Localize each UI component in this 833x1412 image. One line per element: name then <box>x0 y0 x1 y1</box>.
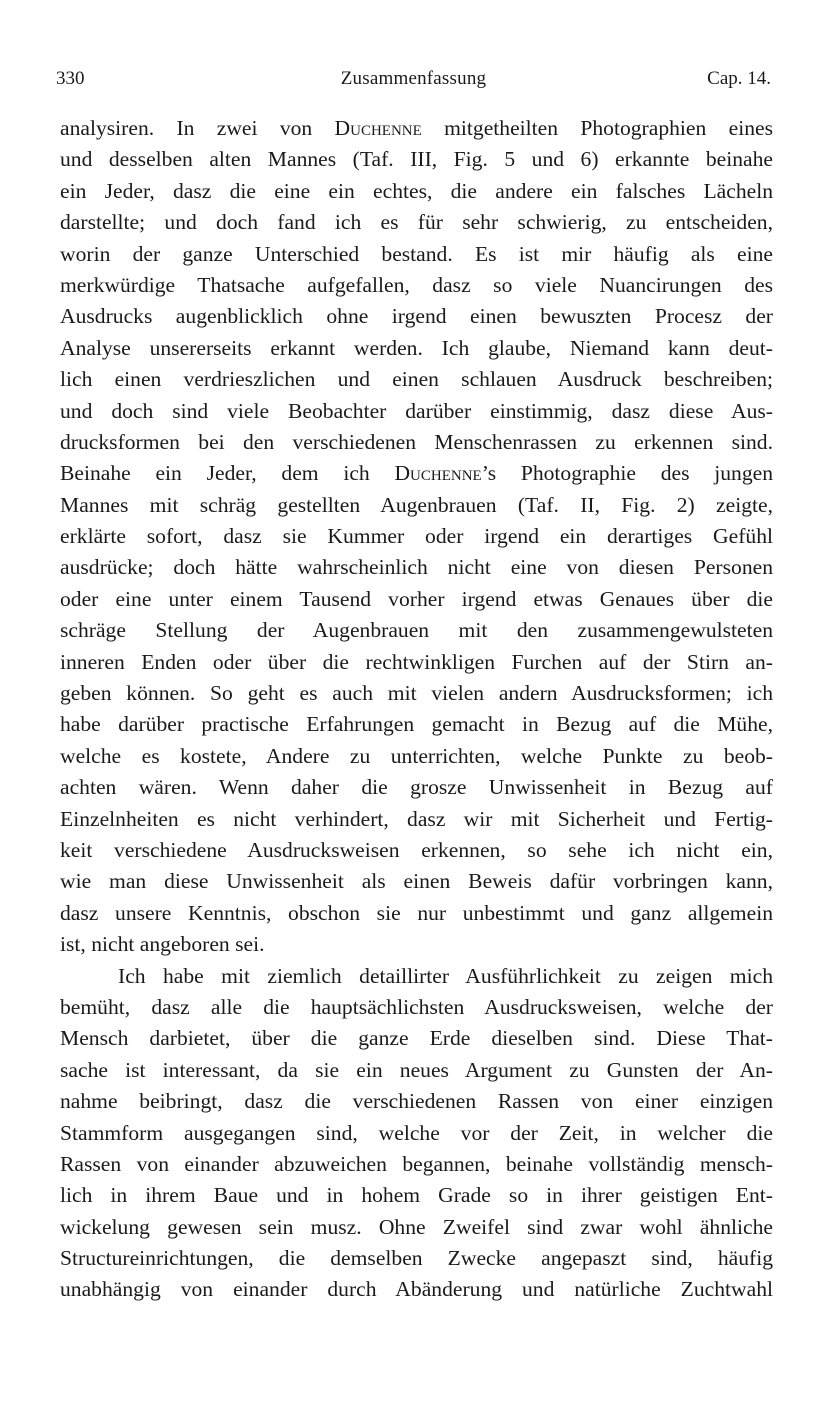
text-segment: unabhängig von einander durch Abänderung und natürliche Zuchtwahl <box>60 1277 773 1302</box>
text-segment: habe darüber practische Erfahrungen gemacht in Bezug auf die Mühe, <box>60 712 773 737</box>
text-line <box>60 458 773 489</box>
text-line <box>60 835 773 866</box>
text-segment: welche es kostete, Andere zu unterrichten, welche Punkte zu beob- <box>60 743 773 768</box>
text-segment: merkwürdige Thatsache aufgefallen, dasz so viele Nuancirungen des <box>60 272 773 297</box>
text-segment: worin der ganze Unterschied bestand. Es ist mir häufig als eine <box>60 241 773 266</box>
text-line <box>60 929 773 960</box>
text-segment: achten wären. Wenn daher die grosze Unwissenheit in Bezug auf <box>60 775 773 800</box>
text-segment: Structureinrichtungen, die demselben Zwecke angepaszt sind, häufig <box>60 1246 773 1271</box>
text-line <box>60 709 773 740</box>
text-segment: oder eine unter einem Tausend vorher irgend etwas Genaues über die <box>60 586 773 611</box>
text-line <box>60 113 773 144</box>
text-line <box>60 490 773 521</box>
text-line <box>60 144 773 175</box>
text-line <box>60 521 773 552</box>
text-segment: inneren Enden oder über die rechtwinkligen Furchen auf der Stirn an- <box>60 649 773 674</box>
text-line <box>60 1243 773 1274</box>
text-line <box>60 270 773 301</box>
text-line <box>60 584 773 615</box>
running-title: Zusammenfassung <box>340 68 487 89</box>
text-line <box>60 333 773 364</box>
text-segment: Mannes mit schräg gestellten Augenbrauen (Taf. II, Fig. 2) zeigte, <box>60 492 773 517</box>
text-segment: und doch sind viele Beobachter darüber einstimmig, dasz diese Aus- <box>60 398 773 423</box>
body-text <box>60 113 773 1306</box>
text-line <box>60 866 773 897</box>
text-line <box>60 1180 773 1211</box>
running-header <box>56 68 771 98</box>
text-segment: Beinahe ein Jeder, dem ich <box>60 461 395 486</box>
text-line <box>60 615 773 646</box>
text-line <box>60 804 773 835</box>
text-segment: keit verschiedene Ausdrucksweisen erkennen, so sehe ich nicht ein, <box>60 837 773 862</box>
text-line <box>60 1274 773 1305</box>
text-segment: und desselben alten Mannes (Taf. III, Fig. 5 und 6) erkannte beinahe <box>60 147 773 172</box>
text-segment: lich einen verdrieszlichen und einen schlauen Ausdruck beschreiben; <box>60 367 773 392</box>
text-segment: ein Jeder, dasz die eine ein echtes, die andere ein falsches Lächeln <box>60 178 773 203</box>
author-name: Duchenne <box>334 116 422 140</box>
text-line <box>60 1086 773 1117</box>
text-segment: Ausdrucks augenblicklich ohne irgend einen bewuszten Procesz der <box>60 304 773 329</box>
text-line <box>60 1023 773 1054</box>
text-segment: sache ist interessant, da sie ein neues Argument zu Gunsten der An- <box>60 1057 773 1082</box>
text-line <box>60 678 773 709</box>
text-segment: lich in ihrem Baue und in hohem Grade so in ihrer geistigen Ent- <box>60 1183 773 1208</box>
text-segment: wickelung gewesen sein musz. Ohne Zweifel sind zwar wohl ähnliche <box>60 1214 773 1239</box>
text-segment: Mensch darbietet, über die ganze Erde dieselben sind. Diese That- <box>60 1026 773 1051</box>
page-number: 330 <box>56 68 85 89</box>
text-line <box>60 647 773 678</box>
text-line <box>60 552 773 583</box>
chapter-label: Cap. 14. <box>707 68 771 89</box>
text-line <box>60 301 773 332</box>
text-line <box>60 207 773 238</box>
text-line <box>60 239 773 270</box>
text-segment: drucksformen bei den verschiedenen Menschenrassen zu erkennen sind. <box>60 429 773 454</box>
text-line <box>60 772 773 803</box>
text-segment: ausdrücke; doch hätte wahrscheinlich nicht eine von diesen Personen <box>60 555 773 580</box>
text-segment: darstellte; und doch fand ich es für sehr schwierig, zu entscheiden, <box>60 210 773 235</box>
text-line <box>60 1149 773 1180</box>
text-line <box>60 396 773 427</box>
text-segment: ist, nicht angeboren sei. <box>60 932 265 957</box>
text-segment: Rassen von einander abzuweichen begannen, beinahe vollständig mensch- <box>60 1151 773 1176</box>
text-line <box>60 961 773 992</box>
text-line <box>60 992 773 1023</box>
text-segment: bemüht, dasz alle die hauptsächlichsten Ausdrucksweisen, welche der <box>60 994 773 1019</box>
text-line <box>60 1055 773 1086</box>
text-segment: Einzelnheiten es nicht verhindert, dasz wir mit Sicherheit und Fertig- <box>60 806 773 831</box>
text-line <box>60 364 773 395</box>
text-line <box>60 176 773 207</box>
text-line <box>60 427 773 458</box>
text-segment: Stammform ausgegangen sind, welche vor der Zeit, in welcher die <box>60 1120 773 1145</box>
text-line <box>60 1212 773 1243</box>
text-segment: dasz unsere Kenntnis, obschon sie nur unbestimmt und ganz allgemein <box>60 900 773 925</box>
text-line <box>60 898 773 929</box>
author-name: Duchenne <box>394 461 482 486</box>
text-segment: Ich habe mit ziemlich detaillirter Ausführlichkeit zu zeigen mich <box>118 963 773 988</box>
text-segment: nahme beibringt, dasz die verschiedenen Rassen von einer einzigen <box>60 1089 773 1114</box>
text-segment: analysiren. In zwei von <box>60 116 335 140</box>
text-segment: Analyse unsererseits erkannt werden. Ich glaube, Niemand kann deut- <box>60 335 773 360</box>
text-line <box>60 741 773 772</box>
text-line <box>60 1118 773 1149</box>
text-segment: ’s Photographie des jungen <box>481 461 773 486</box>
text-segment: mitgetheilten Photographien eines <box>421 116 773 140</box>
text-segment: erklärte sofort, dasz sie Kummer oder irgend ein derartiges Gefühl <box>60 524 773 549</box>
text-segment: schräge Stellung der Augenbrauen mit den zusammengewulsteten <box>60 618 773 643</box>
text-segment: geben können. So geht es auch mit vielen andern Ausdrucksformen; ich <box>60 681 773 706</box>
text-segment: wie man diese Unwissenheit als einen Beweis dafür vorbringen kann, <box>60 869 773 894</box>
